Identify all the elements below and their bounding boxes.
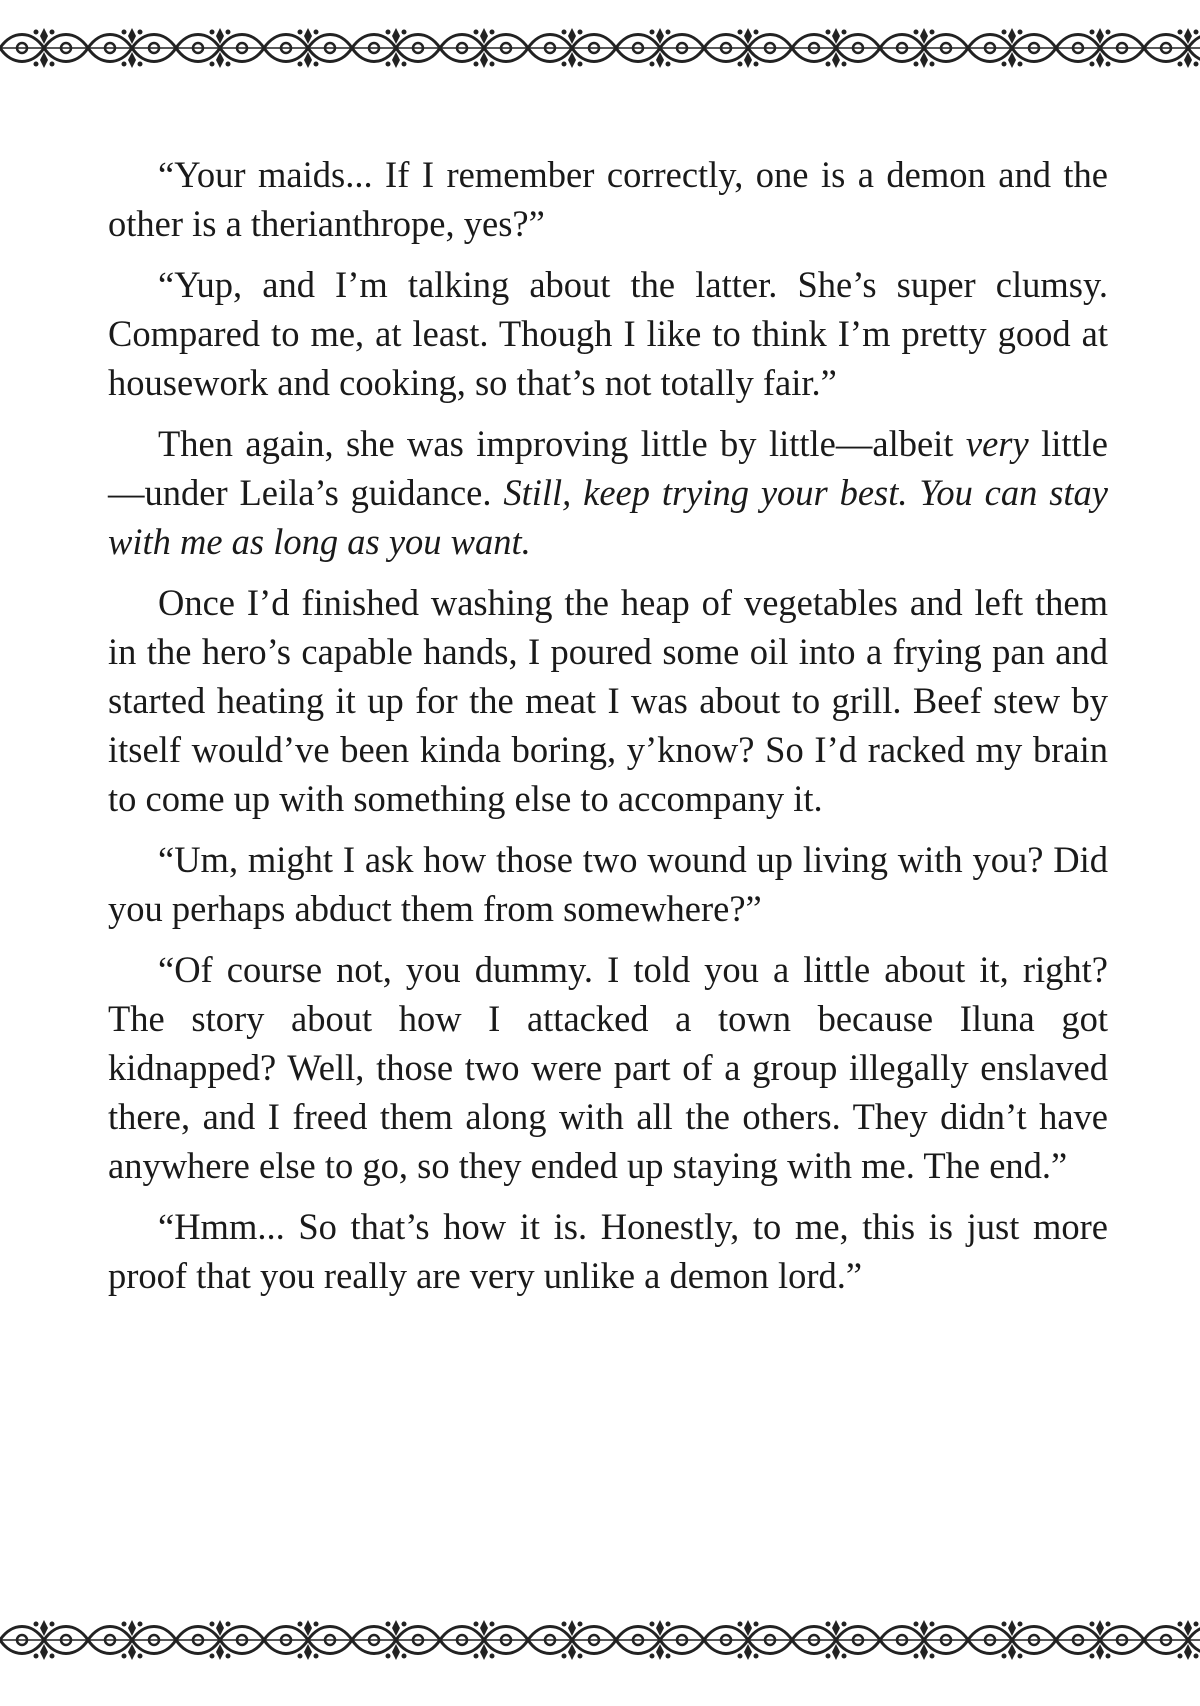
paragraph [108, 150, 1108, 248]
bottom-ornamental-border [0, 1600, 1200, 1680]
text-segment: “Hmm... So that’s how it is. Honestly, to me, this is just more proof that you really are very unlike a demon lord.” [108, 1206, 1108, 1296]
text-segment: “Your maids... If I remember correctly, one is a demon and the other is a therianthrope, yes?” [108, 154, 1108, 244]
paragraph [108, 945, 1108, 1190]
text-segment: Once I’d finished washing the heap of vegetables and left them in the hero’s capable hands, I poured some oil into a frying pan and started heating it up for the meat I was about to grill. Beef stew by itself would’ve been kinda boring, y’know? So I’d racked my brain to come up with something else to accompany it. [108, 582, 1108, 819]
paragraph [108, 835, 1108, 933]
text-segment: little—under Leila’s guidance. [108, 423, 1109, 513]
paragraph [108, 1202, 1108, 1300]
italic-text-segment: Still, keep trying your best. You can stay with me as long as you want. [108, 472, 1109, 562]
paragraph [108, 419, 1108, 566]
text-segment: “Um, might I ask how those two wound up living with you? Did you perhaps abduct them from somewhere?” [108, 839, 1108, 929]
paragraph [108, 578, 1108, 823]
ornament-top-svg [0, 8, 1200, 88]
ornament-bottom-svg [0, 1600, 1200, 1680]
italic-text-segment: very [965, 423, 1029, 464]
book-page-body [108, 150, 1108, 1312]
text-segment: “Yup, and I’m talking about the latter. She’s super clumsy. Compared to me, at least. Though I like to think I’m pretty good at housework and cooking, so that’s not totally fair.” [108, 264, 1108, 403]
top-ornamental-border [0, 8, 1200, 88]
text-segment: “Of course not, you dummy. I told you a little about it, right? The story about how I attacked a town because Iluna got kidnapped? Well, those two were part of a group illegally enslaved there, and I freed them along with all the others. They didn’t have anywhere else to go, so they ended up staying with me. The end.” [108, 949, 1108, 1186]
paragraph [108, 260, 1108, 407]
text-segment: Then again, she was improving little by little—albeit [158, 423, 966, 464]
